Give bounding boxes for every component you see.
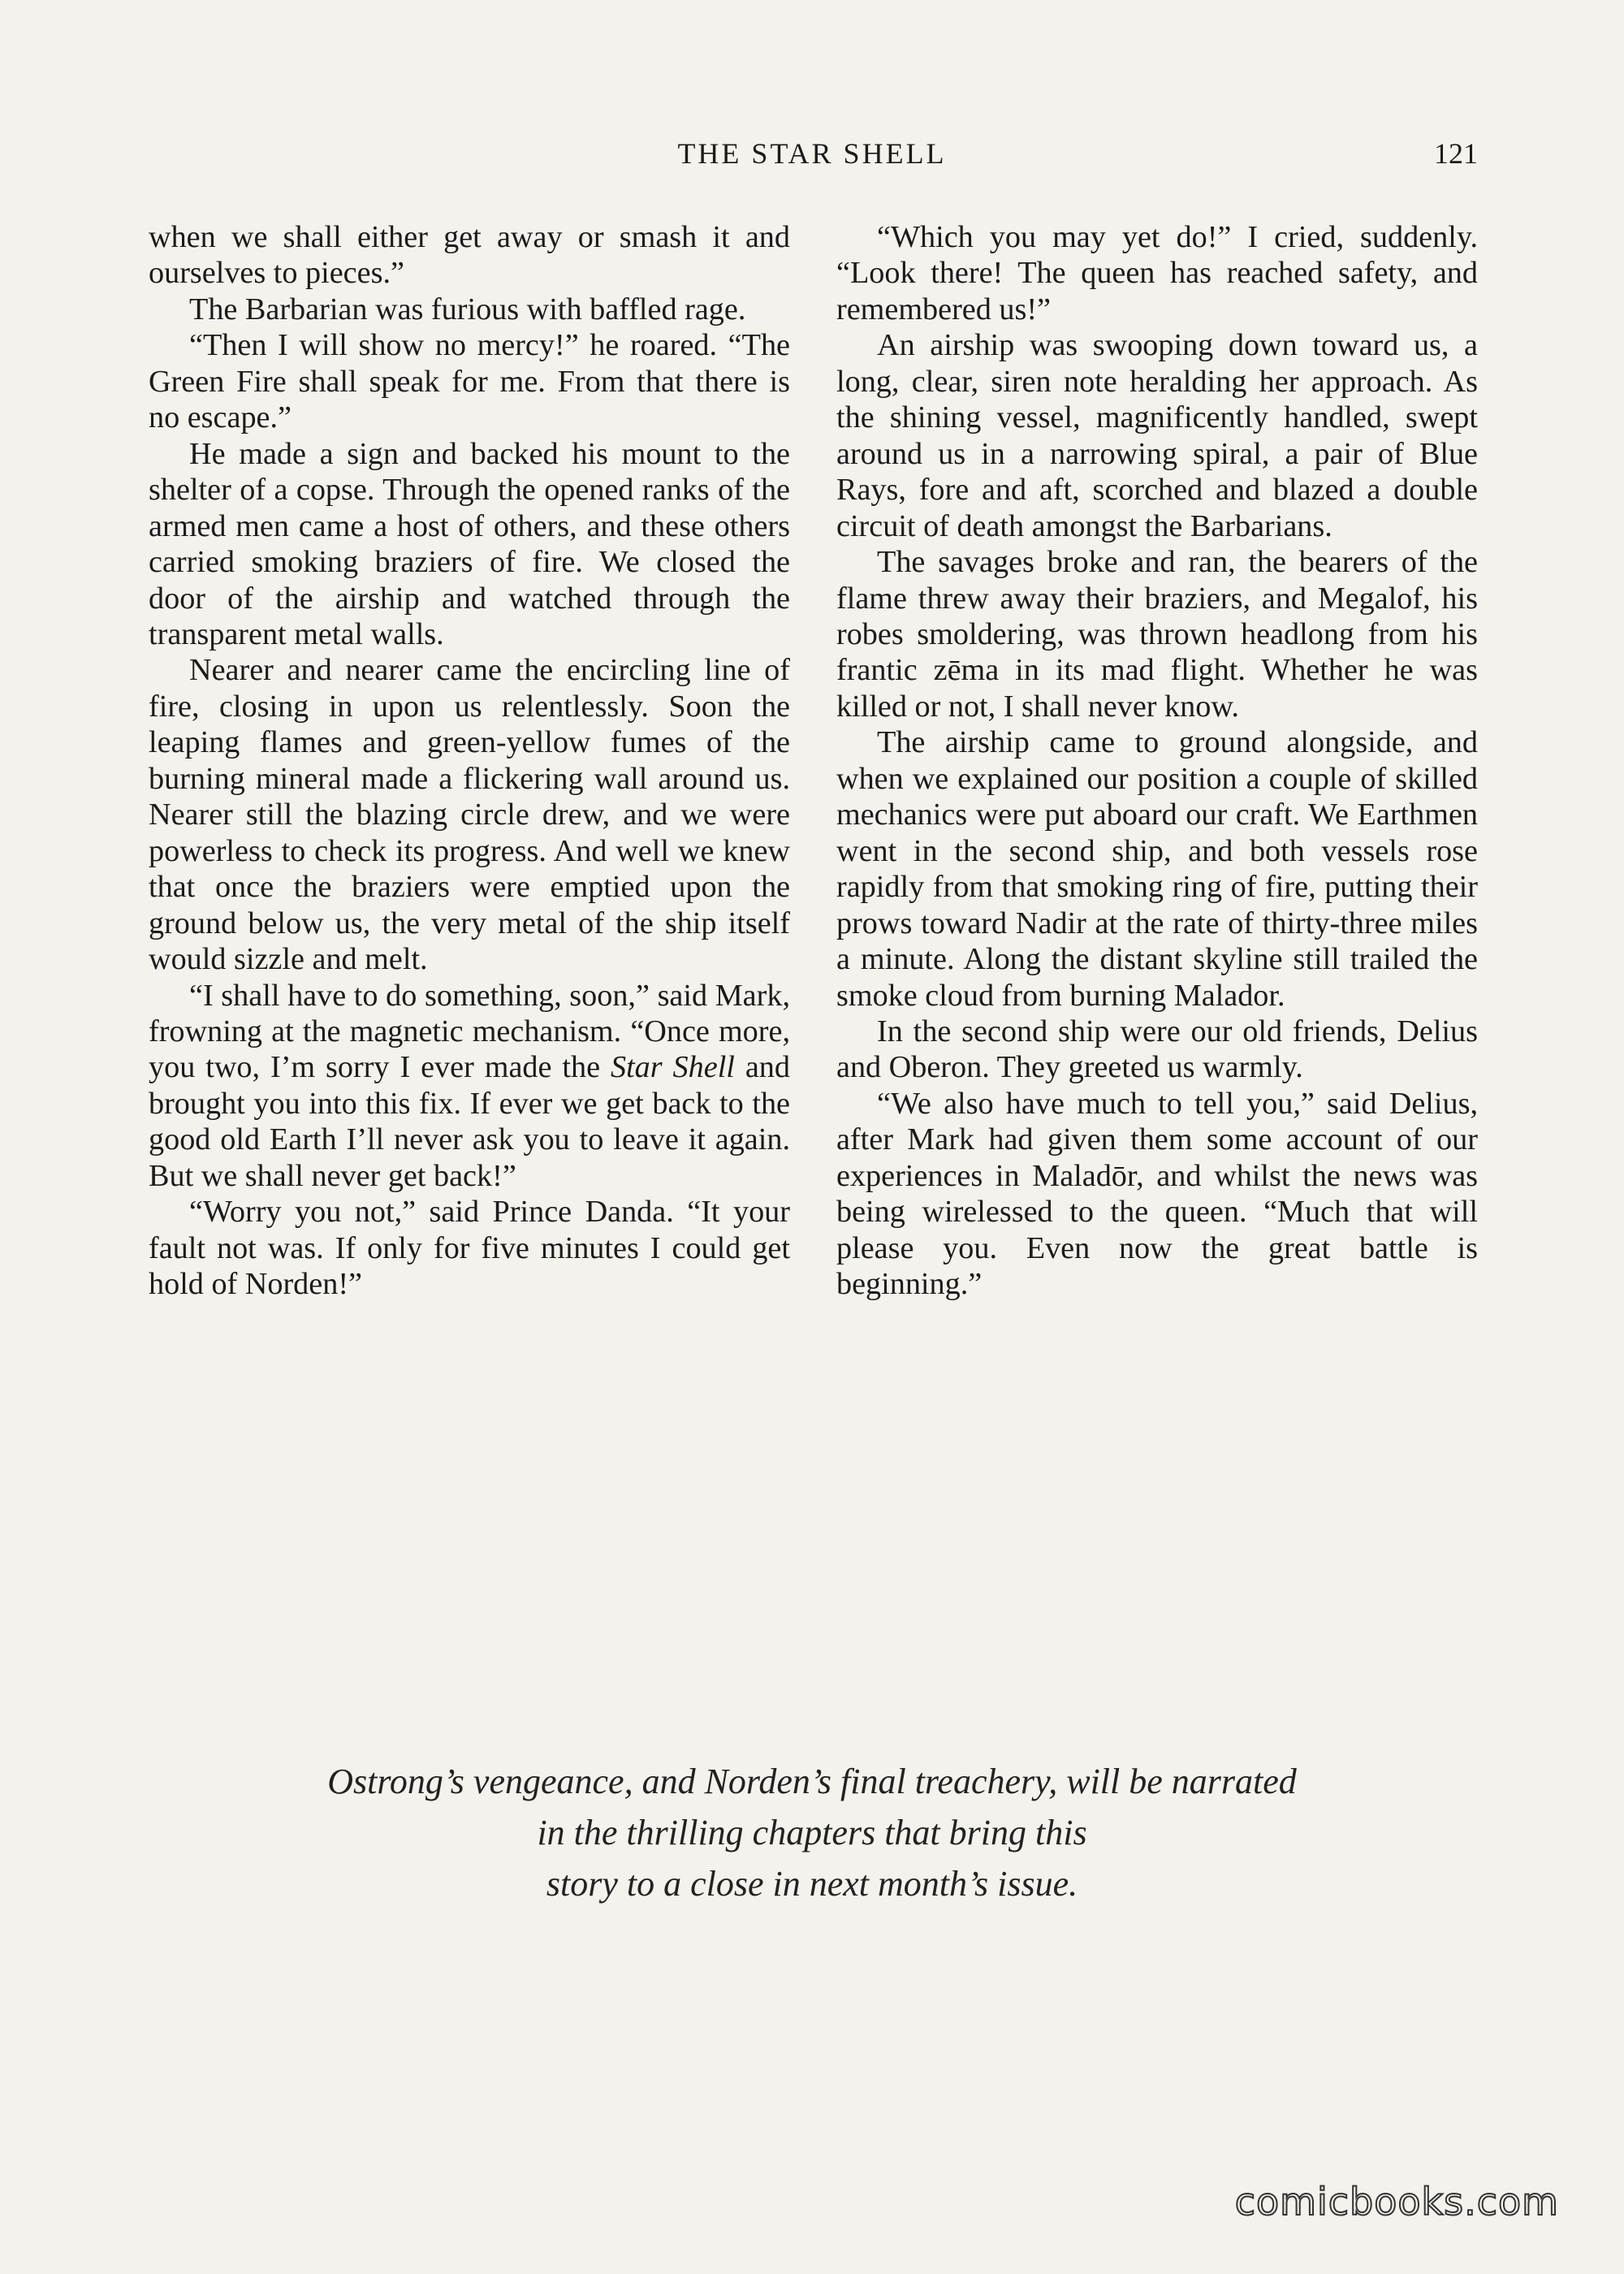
paragraph (149, 978, 790, 1195)
paragraph: The Barbarian was furious with baffled rage. (189, 292, 746, 326)
paragraph: The airship came to ground alongside, and when we explained our position a couple of skilled mechanics were put aboard our craft. We Earthmen went in the second ship, and both vessels rose rapidly from that smoking ring of fire, putting their prows toward Nadir at the rate of thirty-three miles a minute. Along the distant skyline still trailed the smoke cloud from burning Malador. (836, 725, 1478, 1013)
page-number: 121 (1434, 137, 1478, 170)
left-column (149, 219, 790, 1303)
paragraph: An airship was swooping down toward us, a long, clear, siren note heralding her approach. As the shining vessel, magnificently handled, swept around us in a narrowing spiral, a pair of Blue Rays, fore and aft, scorched and blazed a double circuit of death amongst the Barbarians. (836, 328, 1478, 543)
paragraph: The savages broke and ran, the bearers of the flame threw away their braziers, and Megalof, his robes smoldering, was thrown headlong from his frantic zēma in its mad flight. Whether he was killed or not, I shall never know. (836, 545, 1478, 724)
paragraph: “Which you may yet do!” I cried, suddenly. “Look there! The queen has reached safety, and remembered us!” (836, 220, 1478, 326)
watermark: comicbooks.com (1234, 2180, 1559, 2224)
paragraph: In the second ship were our old friends, Delius and Oberon. They greeted us warmly. (836, 1014, 1478, 1085)
paragraph-text: and brought you into this fix. If ever we get back to the good old Earth I’ll never ask you to leave it again. But we shall never get back!” (149, 1050, 790, 1193)
right-column (836, 219, 1478, 1303)
running-title: THE STAR SHELL (677, 137, 947, 170)
next-issue-line: in the thrilling chapters that bring this (537, 1813, 1087, 1852)
paragraph: “Then I will show no mercy!” he roared. “The Green Fire shall speak for me. From that there is no escape.” (149, 328, 790, 435)
paragraph: Nearer and nearer came the encircling line of fire, closing in upon us relentlessly. Soon the leaping flames and green-yellow fumes of the burning mineral made a flickering wall around us. Nearer still the blazing circle drew, and we were powerless to check its progress. And well we knew that once the braziers were emptied upon the ground below us, the very metal of the ship itself would sizzle and melt. (149, 653, 790, 977)
paragraph: “We also have much to tell you,” said Delius, after Mark had given them some account of our experiences in Maladōr, and whilst the news was being wirelessed to the queen. “Much that will please you. Even now the great battle is beginning.” (836, 1086, 1478, 1302)
paragraph: “Worry you not,” said Prince Danda. “It your fault not was. If only for five minutes I could get hold of Norden!” (149, 1195, 790, 1302)
next-issue-note (122, 1756, 1502, 1909)
paragraph: He made a sign and backed his mount to the shelter of a copse. Through the opened ranks of the armed men came a host of others, and these others carried smoking braziers of fire. We closed the door of the airship and watched through the transparent metal walls. (149, 436, 790, 651)
running-head (146, 136, 1478, 177)
paragraph: when we shall either get away or smash it and ourselves to pieces.” (149, 220, 790, 291)
next-issue-line: story to a close in next month’s issue. (546, 1864, 1078, 1904)
ship-name-italic: Star Shell (610, 1050, 735, 1085)
next-issue-line: Ostrong’s vengeance, and Norden’s final treachery, will be narrated (327, 1762, 1297, 1801)
paragraph-text: “I shall have to do something, soon,” said Mark, frowning at the magnetic mechanism. “Once more, you two, I’m sorry I ever made the (149, 978, 790, 1085)
